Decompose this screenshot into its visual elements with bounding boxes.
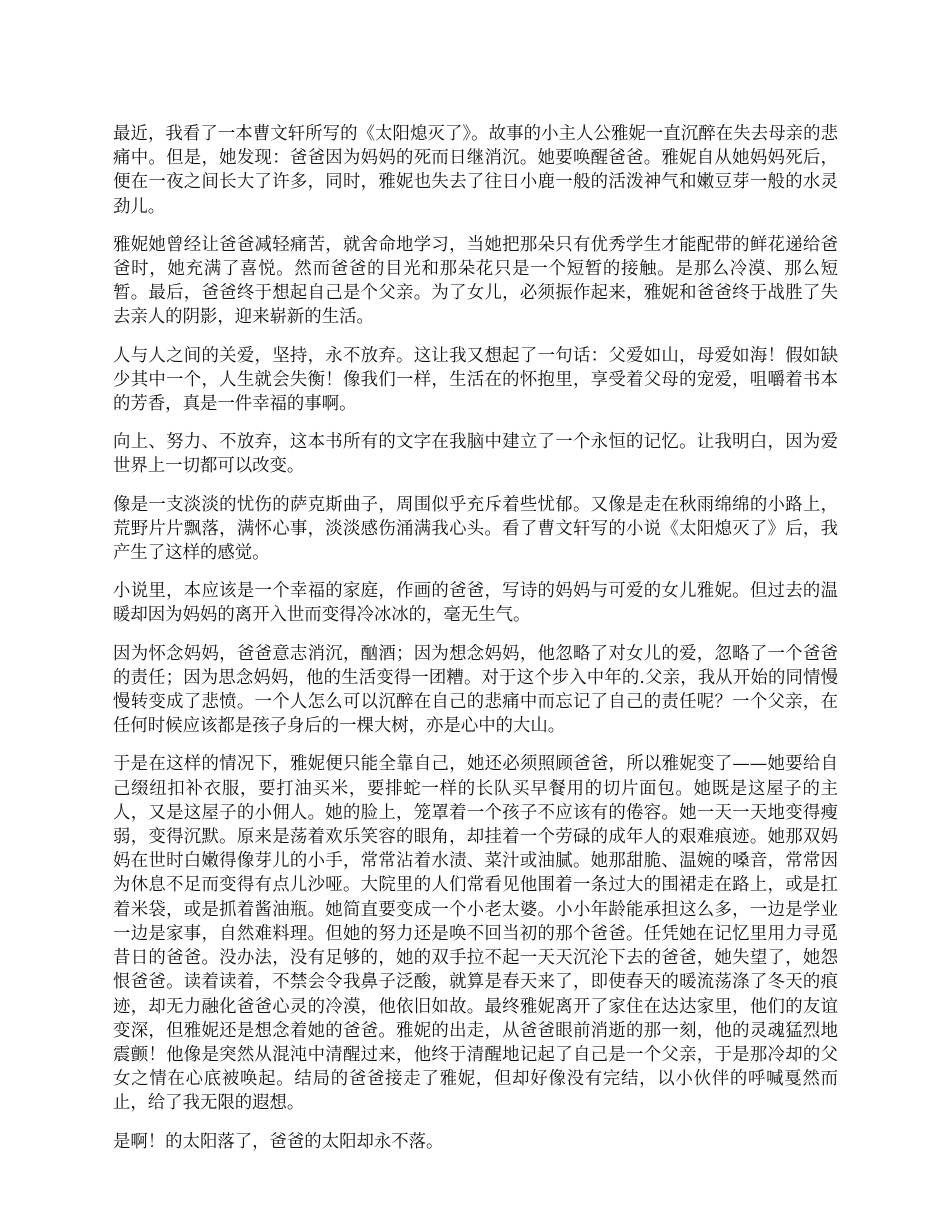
- paragraph-5: 像是一支淡淡的忧伤的萨克斯曲子，周围似乎充斥着些忧郁。又像是走在秋雨绵绵的小路上，荒野片片飘落，满怀心事，淡淡感伤涌满我心头。看了曹文轩写的小说《太阳熄灭了》后，我产生了这样的感觉。: [113, 494, 838, 564]
- paragraph-9: 是啊！的太阳落了，爸爸的太阳却永不落。: [113, 1131, 444, 1152]
- paragraph-1: 最近，我看了一本曹文轩所写的《太阳熄灭了》。故事的小主人公雅妮一直沉醉在失去母亲的悲痛中。但是，她发现：爸爸因为妈妈的死而日继消沉。她要唤醒爸爸。雅妮自从她妈妈死后，便在一夜之间长大了许多，同时，雅妮也失去了往日小鹿一般的活泼神气和嫩豆芽一般的水灵劲儿。: [113, 124, 838, 217]
- paragraph-8: 于是在这样的情况下，雅妮便只能全靠自己，她还必须照顾爸爸，所以雅妮变了——她要给自己缀纽扣补衣服，要打油买米，要排蛇一样的长队买早餐用的切片面包。她既是这屋子的主人，又是这屋子的小佣人。她的脸上，笼罩着一个孩子不应该有的倦容。她一天一天地变得瘦弱，变得沉默。原来是荡着欢乐笑容的眼角，却挂着一个劳碌的成年人的艰难痕迹。她那双妈妈在世时白嫩得像芽儿的小手，常常沾着水渍、菜汁或油腻。她那甜脆、温婉的嗓音，常常因为休息不足而变得有点儿沙哑。大院里的人们常看见他围着一条过大的围裙走在路上，或是扛着米袋，或是抓着酱油瓶。她简直要变成一个小老太婆。小小年龄能承担这么多，一边是学业一边是家事，自然难料理。但她的努力还是唤不回当初的那个爸爸。任凭她在记忆里用力寻觅昔日的爸爸。没办法，没有足够的，她的双手拉不起一天天沉沦下去的爸爸，她失望了，她怨恨爸爸。读着读着，不禁会令我鼻子泛酸，就算是春天来了，即使春天的暖流荡涤了冬天的痕迹，却无力融化爸爸心灵的冷漠，他依旧如故。最终雅妮离开了家住在达达家里，他们的友谊变深，但雅妮还是想念着她的爸爸。雅妮的出走，从爸爸眼前消逝的那一刻，他的灵魂猛烈地震颤！他像是突然从混沌中清醒过来，他终于清醒地记起了自己是一个父亲，于是那冷却的父女之情在心底被唤起。结局的爸爸接走了雅妮，但却好像没有完结，以小伙伴的呼喊戛然而止，给了我无限的遐想。: [113, 754, 838, 1114]
- paragraph-2: 雅妮她曾经让爸爸减轻痛苦，就舍命地学习，当她把那朵只有优秀学生才能配带的鲜花递给爸爸时，她充满了喜悦。然而爸爸的目光和那朵花只是一个短暂的接触。是那么冷漠、那么短暂。最后，爸爸终于想起自己是个父亲。为了女儿，必须振作起来，雅妮和爸爸终于战胜了失去亲人的阴影，迎来崭新的生活。: [113, 234, 838, 328]
- paragraph-7: 因为怀念妈妈，爸爸意志消沉，酗酒；因为想念妈妈，他忽略了对女儿的爱，忽略了一个爸爸的责任；因为思念妈妈，他的生活变得一团糟。对于这个步入中年的.父亲，我从开始的同情慢慢转变成了悲愤。一个人怎么可以沉醉在自己的悲痛中而忘记了自己的责任呢？一个父亲，在任何时候应该都是孩子身后的一棵大树，亦是心中的大山。: [113, 643, 838, 737]
- paragraph-4: 向上、努力、不放弃，这本书所有的文字在我脑中建立了一个永恒的记忆。让我明白，因为爱世界上一切都可以改变。: [113, 432, 838, 477]
- paragraph-3: 人与人之间的关爱，坚持，永不放弃。这让我又想起了一句话：父爱如山，母爱如海！假如缺少其中一个，人生就会失衡！像我们一样，生活在的怀抱里，享受着父母的宠爱，咀嚼着书本的芳香，真是一件幸福的事啊。: [113, 345, 838, 415]
- paragraph-6: 小说里，本应该是一个幸福的家庭，作画的爸爸，写诗的妈妈与可爱的女儿雅妮。但过去的温暖却因为妈妈的离开入世而变得冷冰冰的，毫无生气。: [113, 581, 838, 626]
